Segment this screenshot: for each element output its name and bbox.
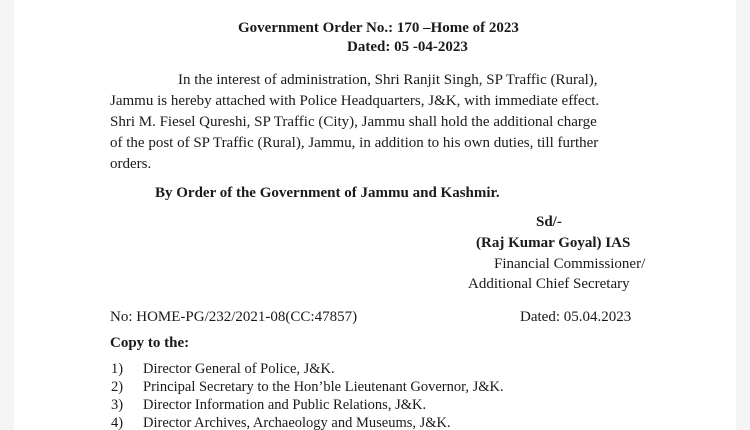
list-text: Director General of Police, J&K. <box>143 361 335 377</box>
order-date: Dated: 05 -04-2023 <box>347 39 468 55</box>
signature-designation: Financial Commissioner/ <box>494 256 646 272</box>
order-title: Government Order No.: 170 –Home of 2023 <box>238 20 519 36</box>
body-line: of the post of SP Traffic (Rural), Jammu, in addition to his own duties, till further <box>110 135 599 151</box>
body-line: In the interest of administration, Shri Ranjit Singh, SP Traffic (Rural), <box>178 72 598 88</box>
body-line: Jammu is hereby attached with Police Headquarters, J&K, with immediate effect. <box>110 93 600 109</box>
list-text: Principal Secretary to the Hon’ble Lieutenant Governor, J&K. <box>143 379 504 395</box>
signature-sd: Sd/- <box>536 214 562 230</box>
list-number: 3) <box>111 397 124 413</box>
copy-to-heading: Copy to the: <box>110 335 190 351</box>
list-number: 2) <box>111 379 124 395</box>
signature-name: (Raj Kumar Goyal) IAS <box>476 235 631 251</box>
reference-number: No: HOME-PG/232/2021-08(CC:47857) <box>110 309 358 325</box>
list-text: Director Information and Public Relations, J&K. <box>143 397 427 413</box>
list-number: 1) <box>111 361 124 377</box>
list-text: Director Archives, Archaeology and Museums, J&K. <box>143 415 451 430</box>
document-page <box>14 0 736 430</box>
body-line: orders. <box>110 156 152 172</box>
signature-designation: Additional Chief Secretary <box>468 276 630 292</box>
body-line: Shri M. Fiesel Qureshi, SP Traffic (City), Jammu shall hold the additional charge <box>110 114 597 130</box>
authority-line: By Order of the Government of Jammu and Kashmir. <box>155 185 500 201</box>
list-number: 4) <box>111 415 124 430</box>
reference-date: Dated: 05.04.2023 <box>520 309 632 325</box>
